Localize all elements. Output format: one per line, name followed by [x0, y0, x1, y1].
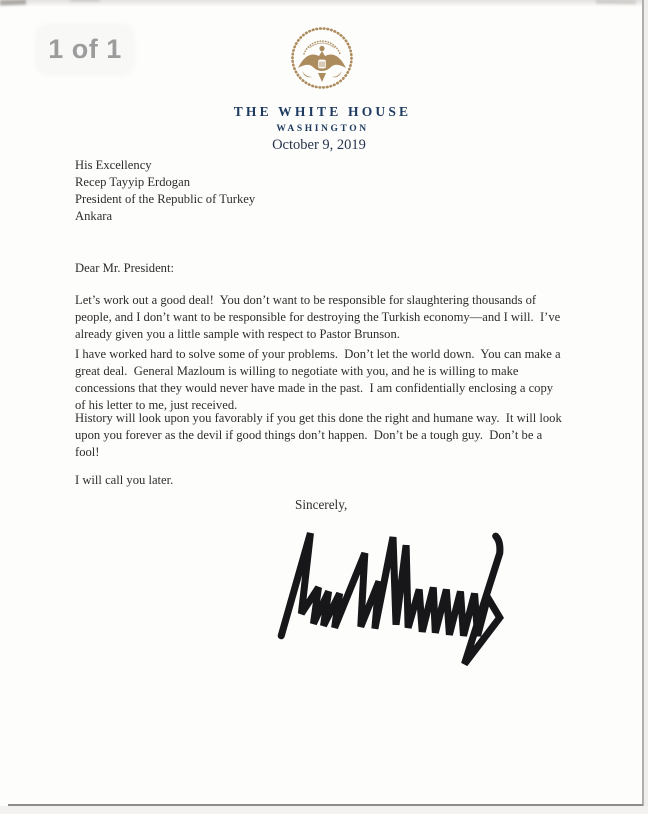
- closing-text: Sincerely,: [295, 497, 348, 512]
- letterhead-org: THE WHITE HOUSE: [233, 104, 412, 119]
- presidential-seal-icon: [290, 26, 354, 90]
- page-count-label: 1 of 1: [48, 34, 122, 64]
- letterhead-city: WASHINGTON: [276, 124, 369, 134]
- page-count-badge: [38, 26, 132, 73]
- text-line: Let’s work out a good deal! You don’t want to be responsible for slaughtering thousands of: [75, 293, 537, 307]
- text-line: Ankara: [75, 209, 113, 223]
- text-line: upon you forever as the devil if good things don’t happen. Don’t be a tough guy. Don’t be a: [75, 428, 543, 442]
- recipient-address: [75, 157, 255, 225]
- text-line: already given you a little sample with respect to Pastor Brunson.: [75, 327, 400, 341]
- text-line: President of the Republic of Turkey: [75, 192, 256, 206]
- scan-right-margin: [644, 0, 648, 814]
- scan-page-right-edge: [642, 0, 644, 806]
- text-line: Recep Tayyip Erdogan: [75, 175, 190, 189]
- scan-smudge: [0, 0, 26, 5]
- scan-smudge: [596, 0, 636, 4]
- trump-signature-scribble: [266, 523, 518, 669]
- salutation-text: Dear Mr. President:: [75, 261, 174, 275]
- body-paragraph-2: [75, 346, 561, 414]
- text-line: fool!: [75, 445, 100, 459]
- scan-smudge: [70, 0, 100, 2]
- text-line: of his letter to me, just received.: [75, 398, 238, 412]
- text-line: great deal. General Mazloum is willing to negotiate with you, and he is willing to make: [75, 364, 519, 378]
- letter-date: October 9, 2019: [272, 137, 366, 153]
- body-paragraph-1: [75, 292, 560, 343]
- body-paragraph-3: [75, 410, 562, 461]
- scan-bottom-margin: [0, 806, 648, 814]
- salutation: [75, 260, 174, 277]
- text-line: I have worked hard to solve some of your problems. Don’t let the world down. You can make a: [75, 347, 561, 361]
- text-line: people, and I don’t want to be responsible for destroying the Turkish economy—and I will. I’ve: [75, 310, 561, 324]
- scan-page-bottom-edge: [8, 804, 643, 806]
- body-paragraph-4: [75, 472, 173, 489]
- text-line: I will call you later.: [75, 473, 174, 487]
- text-line: concessions that they would never have made in the past. I am confidentially enclosing a copy: [75, 381, 554, 395]
- text-line: History will look upon you favorably if you get this done the right and humane way. It will look: [75, 411, 562, 425]
- text-line: His Excellency: [75, 158, 152, 172]
